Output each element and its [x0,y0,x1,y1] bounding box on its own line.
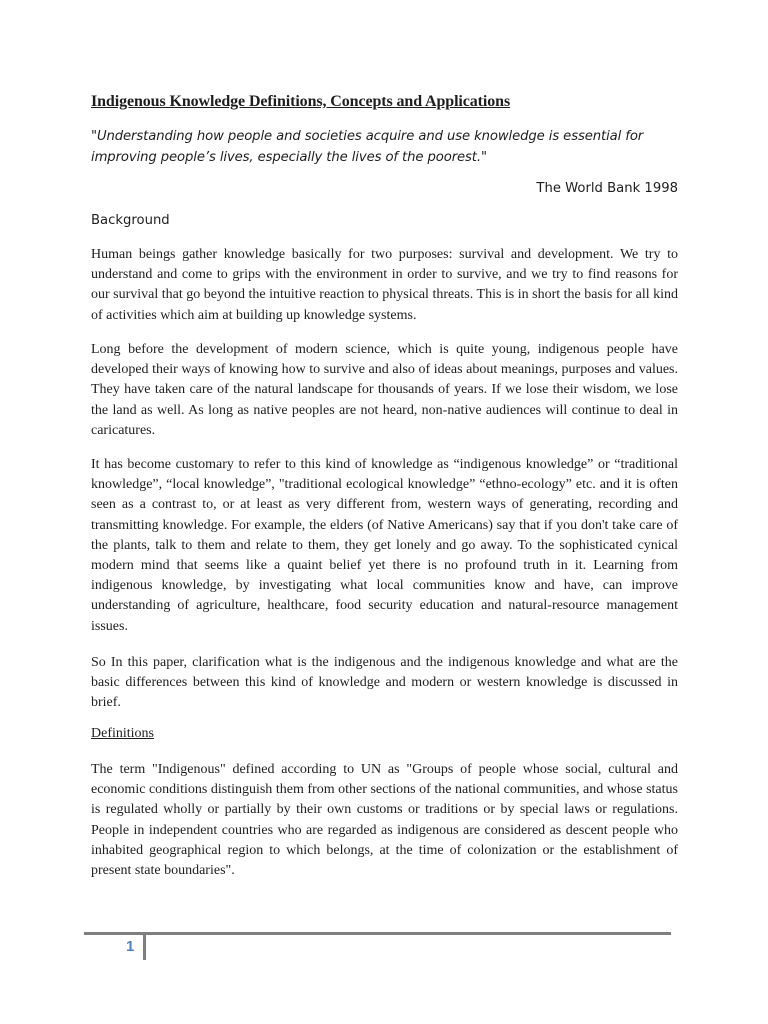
paragraph-modern-science: Long before the development of modern science, which is quite young, indigenous people have developed their ways of knowing how to survive and also of ideas about meanings, purposes and values. They have taken care of the natural landscape for thousands of years. If we lose their wisdom, we lose the land as well. As long as native peoples are not heard, non-native audiences will continue to deal in caricatures. [91,342,678,438]
document-title: Indigenous Knowledge Definitions, Concepts and Applications [91,93,511,110]
epigraph-quote [91,127,691,168]
epigraph-quote-close: " [480,149,487,165]
paragraph-terminology: It has become customary to refer to this kind of knowledge as “indigenous knowledge” or “traditional knowledge”, “local knowledge”, "traditional ecological knowledge” “ethno-ecology” etc. and it is often seen as a contrast to, or at least as very different from, western ways of generating, recording and transmitting knowledge. For example, the elders (of Native Americans) say that if you don't take care of the plants, talk to them and relate to them, they get lonely and go away. To the sophisticated cynical modern mind that seems like a quaint belief yet there is no profound truth in it. Learning from indigenous knowledge, by investigating what local communities know and have, can improve understanding of agriculture, healthcare, food security education and natural-resource management issues. [91,457,678,634]
page-number: 1 [126,938,135,955]
quote-attribution: The World Bank 1998 [536,181,678,196]
footer-rule [84,932,671,935]
epigraph-quote-text: "Understanding how people and societies acquire and use knowledge is essential for improving people’s lives, especially the lives of the poorest. [91,129,644,165]
paragraph-un-definition: The term "Indigenous" defined according to UN as "Groups of people whose social, cultural and economic conditions distinguish them from other sections of the national communities, and whose status is regulated wholly or partially by their own customs or traditions or by special laws or regulations. People in independent countries who are regarded as indigenous are considered as descent people who inhabited geographical region to which belongs, at the time of colonization or the establishment of present state boundaries". [91,762,678,879]
definitions-heading: Definitions [91,726,154,741]
paragraph-paper-scope: So In this paper, clarification what is the indigenous and the indigenous knowledge and what are the basic differences between this kind of knowledge and modern or western knowledge is discussed in brief. [91,655,678,711]
background-heading: Background [91,213,170,228]
page-number-divider [143,935,146,960]
paragraph-survival: Human beings gather knowledge basically for two purposes: survival and development. We try to understand and come to grips with the environment in order to survive, and we try to find reasons for our survival that go beyond the intuitive reaction to physical threats. This is in short the basis for all kind of activities which aim at building up knowledge systems. [91,247,678,323]
